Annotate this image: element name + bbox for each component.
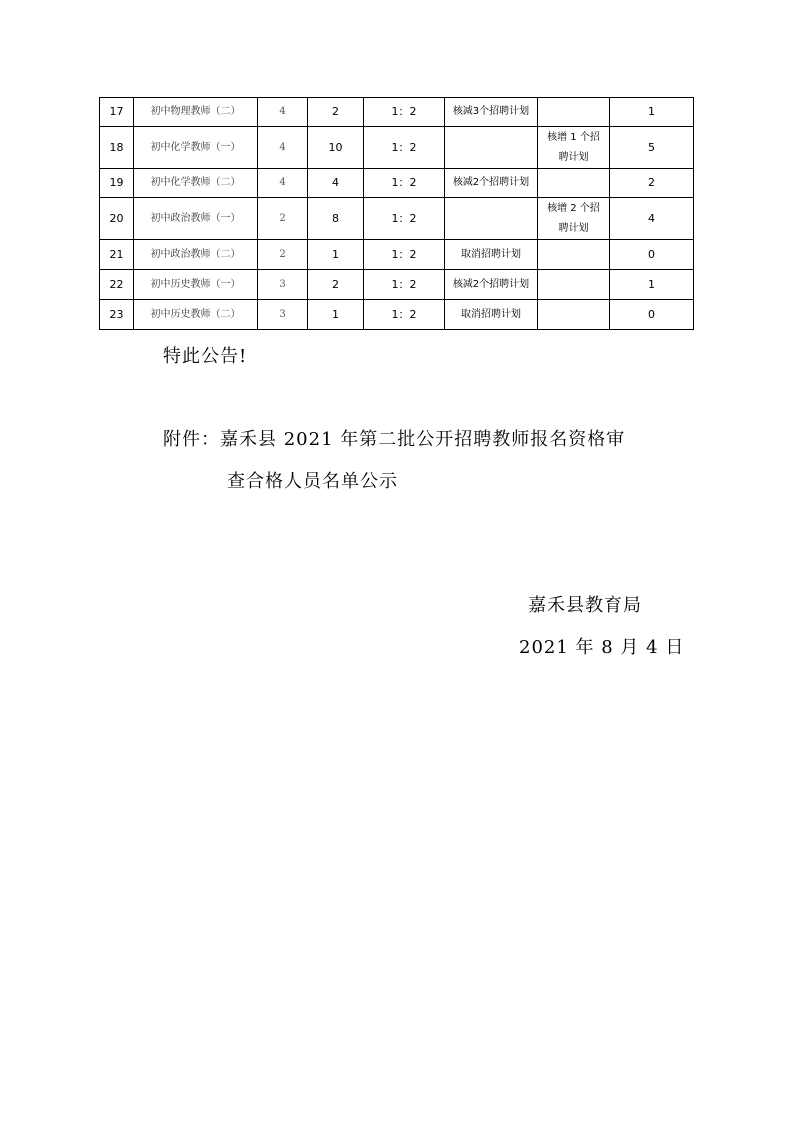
ratio: 1：2 [364, 240, 445, 270]
planned-count: 4 [258, 169, 308, 198]
decrease-note: 取消招聘计划 [445, 240, 538, 270]
decrease-note: 核减3个招聘计划 [445, 98, 538, 127]
table-row [100, 198, 694, 240]
row-number: 20 [100, 198, 134, 240]
table-row [100, 127, 694, 169]
table-row [100, 98, 694, 127]
applicant-count: 2 [308, 98, 364, 127]
table-row [100, 270, 694, 300]
increase-note [538, 98, 610, 127]
recruitment-table [99, 97, 694, 330]
planned-count: 2 [258, 240, 308, 270]
planned-count: 4 [258, 127, 308, 169]
decrease-note: 取消招聘计划 [445, 300, 538, 330]
position-name: 初中历史教师（二） [134, 300, 258, 330]
planned-count: 3 [258, 300, 308, 330]
attachment-line-2: 查合格人员名单公示 [227, 471, 398, 492]
ratio: 1：2 [364, 98, 445, 127]
increase-note [538, 169, 610, 198]
position-name: 初中化学教师（一） [134, 127, 258, 169]
final-count: 1 [610, 98, 694, 127]
table-body [100, 98, 694, 330]
closing-statement: 特此公告! [163, 346, 248, 367]
increase-note: 核增 1 个招聘计划 [538, 127, 610, 169]
applicant-count: 1 [308, 300, 364, 330]
row-number: 23 [100, 300, 134, 330]
ratio: 1：2 [364, 300, 445, 330]
final-count: 1 [610, 270, 694, 300]
position-name: 初中政治教师（二） [134, 240, 258, 270]
final-count: 4 [610, 198, 694, 240]
decrease-note [445, 198, 538, 240]
attachment-line-1: 附件：嘉禾县 2021 年第二批公开招聘教师报名资格审 [163, 429, 626, 450]
final-count: 0 [610, 240, 694, 270]
table-row [100, 169, 694, 198]
position-name: 初中化学教师（二） [134, 169, 258, 198]
increase-note: 核增 2 个招聘计划 [538, 198, 610, 240]
row-number: 22 [100, 270, 134, 300]
row-number: 17 [100, 98, 134, 127]
applicant-count: 10 [308, 127, 364, 169]
table-row [100, 240, 694, 270]
position-name: 初中政治教师（一） [134, 198, 258, 240]
row-number: 18 [100, 127, 134, 169]
increase-note [538, 300, 610, 330]
ratio: 1：2 [364, 127, 445, 169]
decrease-note: 核减2个招聘计划 [445, 270, 538, 300]
final-count: 5 [610, 127, 694, 169]
applicant-count: 4 [308, 169, 364, 198]
row-number: 19 [100, 169, 134, 198]
increase-note [538, 240, 610, 270]
ratio: 1：2 [364, 169, 445, 198]
increase-note [538, 270, 610, 300]
applicant-count: 8 [308, 198, 364, 240]
decrease-note [445, 127, 538, 169]
decrease-note: 核减2个招聘计划 [445, 169, 538, 198]
planned-count: 4 [258, 98, 308, 127]
planned-count: 2 [258, 198, 308, 240]
final-count: 2 [610, 169, 694, 198]
final-count: 0 [610, 300, 694, 330]
issue-date: 2021 年 8 月 4 日 [519, 637, 685, 658]
planned-count: 3 [258, 270, 308, 300]
position-name: 初中历史教师（一） [134, 270, 258, 300]
applicant-count: 2 [308, 270, 364, 300]
applicant-count: 1 [308, 240, 364, 270]
table-row [100, 300, 694, 330]
ratio: 1：2 [364, 198, 445, 240]
position-name: 初中物理教师（二） [134, 98, 258, 127]
issuer-name: 嘉禾县教育局 [528, 595, 642, 616]
row-number: 21 [100, 240, 134, 270]
ratio: 1：2 [364, 270, 445, 300]
